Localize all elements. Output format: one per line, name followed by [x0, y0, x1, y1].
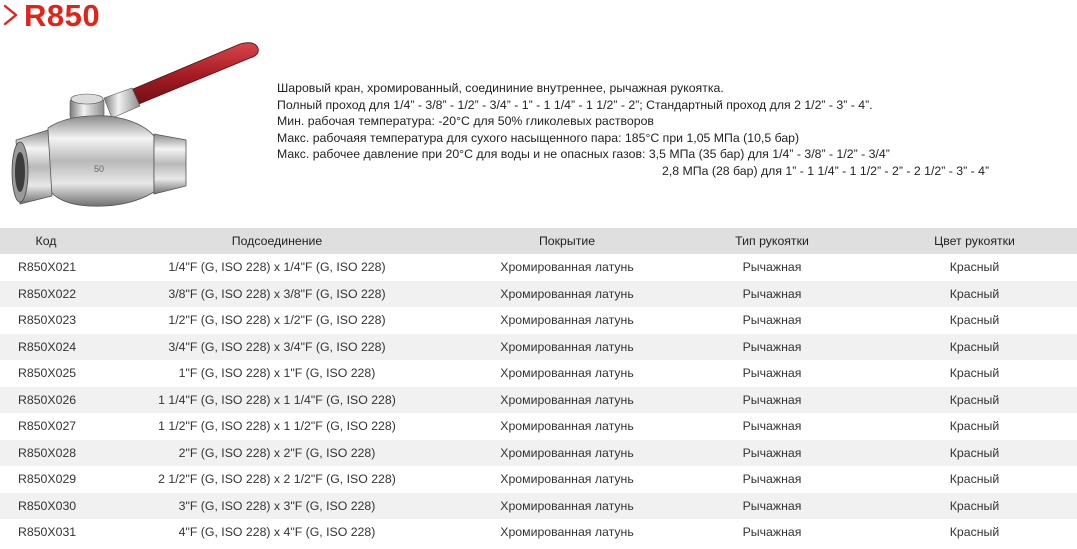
cell-coating: Хромированная латунь — [500, 419, 634, 434]
cell-connection: 2 1/2"F (G, ISO 228) x 2 1/2"F (G, ISO 228) — [158, 472, 396, 487]
cell-code: R850X024 — [0, 334, 92, 361]
cell-handle-color: Красный — [872, 440, 1077, 467]
cell-handle-type: Рычажная — [672, 334, 872, 361]
cell-handle-type: Рычажная — [742, 472, 802, 487]
header-code: Код — [0, 228, 92, 254]
cell-connection: 1 1/4"F (G, ISO 228) x 1 1/4"F (G, ISO 228) — [92, 387, 462, 414]
cell-handle-type: Рычажная — [742, 419, 802, 434]
table-row — [0, 334, 1077, 361]
cell-handle-type: Рычажная — [742, 313, 802, 328]
cell-coating: Хромированная латунь — [462, 387, 672, 414]
cell-handle-color: Красный — [872, 493, 1077, 520]
description-line: Мин. рабочая температура: -20°C для 50% гликолевых растворов — [277, 114, 654, 128]
header-handle-color: Цвет рукоятки — [872, 228, 1077, 254]
cell-connection: 4"F (G, ISO 228) x 4"F (G, ISO 228) — [178, 525, 376, 540]
cell-coating: Хромированная латунь — [462, 493, 672, 520]
table-row — [0, 440, 1077, 467]
cell-code: R850X031 — [18, 525, 77, 540]
table-row — [0, 307, 1077, 334]
cell-handle-type: Рычажная — [742, 525, 802, 540]
cell-connection: 2"F (G, ISO 228) x 2"F (G, ISO 228) — [92, 440, 462, 467]
table-row — [0, 466, 1077, 493]
header-coating: Покрытие — [462, 228, 672, 254]
cell-code: R850X022 — [0, 281, 92, 308]
cell-code: R850X028 — [0, 440, 92, 467]
cell-handle-type: Рычажная — [742, 366, 802, 381]
table-row — [0, 493, 1077, 520]
table-row — [0, 254, 1077, 281]
cell-coating: Хромированная латунь — [462, 334, 672, 361]
table-row — [0, 413, 1077, 440]
cell-handle-color: Красный — [949, 419, 1000, 434]
cell-connection: 1/4"F (G, ISO 228) x 1/4"F (G, ISO 228) — [168, 260, 386, 275]
cell-handle-color: Красный — [872, 334, 1077, 361]
description-line: Макс. рабочее давление при 20°C для воды и не опасных газов: 3,5 МПа (35 бар) для 1/4” - 3/8” - 1/2” - 3/4” — [277, 147, 890, 161]
cell-coating: Хромированная латунь — [500, 366, 634, 381]
cell-code: R850X026 — [0, 387, 92, 414]
cell-handle-color: Красный — [949, 525, 1000, 540]
cell-handle-type: Рычажная — [672, 387, 872, 414]
header-connection: Подсоединение — [92, 228, 462, 254]
cell-connection: 1 1/2"F (G, ISO 228) x 1 1/2"F (G, ISO 228) — [158, 419, 396, 434]
table-row — [0, 387, 1077, 414]
cell-code: R850X021 — [18, 260, 77, 275]
spec-table — [0, 228, 1077, 546]
cell-coating: Хромированная латунь — [500, 472, 634, 487]
cell-coating: Хромированная латунь — [462, 440, 672, 467]
cell-code: R850X027 — [18, 419, 77, 434]
cell-handle-type: Рычажная — [672, 493, 872, 520]
cell-handle-color: Красный — [872, 387, 1077, 414]
cell-coating: Хромированная латунь — [462, 281, 672, 308]
cell-handle-color: Красный — [949, 472, 1000, 487]
cell-handle-color: Красный — [949, 313, 1000, 328]
table-row — [0, 519, 1077, 546]
cell-code: R850X023 — [18, 313, 77, 328]
cell-handle-color: Красный — [949, 366, 1000, 381]
description-line: Шаровый кран, хромированный, соедининие внутреннее, рычажная рукоятка. — [277, 81, 724, 95]
cell-coating: Хромированная латунь — [500, 525, 634, 540]
description-line: 2,8 МПа (28 бар) для 1” - 1 1/4” - 1 1/2” - 2” - 2 1/2” - 3” - 4” — [662, 163, 990, 178]
cell-connection: 3/8"F (G, ISO 228) x 3/8"F (G, ISO 228) — [92, 281, 462, 308]
cell-code: R850X025 — [18, 366, 77, 381]
table-header-row — [0, 228, 1077, 254]
cell-handle-type: Рычажная — [672, 281, 872, 308]
header-handle-type: Тип рукоятки — [672, 228, 872, 254]
cell-connection: 1/2"F (G, ISO 228) x 1/2"F (G, ISO 228) — [168, 313, 386, 328]
description-line: Макс. рабочаяя температура для сухого насыщенного пара: 185°C при 1,05 МПа (10,5 бар) — [277, 130, 800, 145]
cell-code: R850X030 — [0, 493, 92, 520]
cell-coating: Хромированная латунь — [500, 313, 634, 328]
product-description — [277, 80, 1067, 179]
cell-connection: 3/4"F (G, ISO 228) x 3/4"F (G, ISO 228) — [92, 334, 462, 361]
cell-code: R850X029 — [18, 472, 77, 487]
cell-handle-color: Красный — [949, 260, 1000, 275]
cell-coating: Хромированная латунь — [500, 260, 634, 275]
ball-valve-image — [8, 36, 264, 216]
table-row — [0, 281, 1077, 308]
description-line: Полный проход для 1/4” - 3/8” - 1/2” - 3/4” - 1” - 1 1/4” - 1 1/2” - 2”; Стандартный проход для 2 1/2” - 3” - 4”. — [277, 97, 873, 112]
cell-handle-type: Рычажная — [742, 260, 802, 275]
cell-connection: 3"F (G, ISO 228) x 3"F (G, ISO 228) — [92, 493, 462, 520]
cell-handle-type: Рычажная — [672, 440, 872, 467]
svg-text:50: 50 — [94, 164, 105, 174]
cell-connection: 1"F (G, ISO 228) x 1"F (G, ISO 228) — [178, 366, 376, 381]
table-row — [0, 360, 1077, 387]
cell-handle-color: Красный — [872, 281, 1077, 308]
product-title: R850 — [24, 0, 101, 33]
chevron-right-icon — [2, 2, 20, 28]
